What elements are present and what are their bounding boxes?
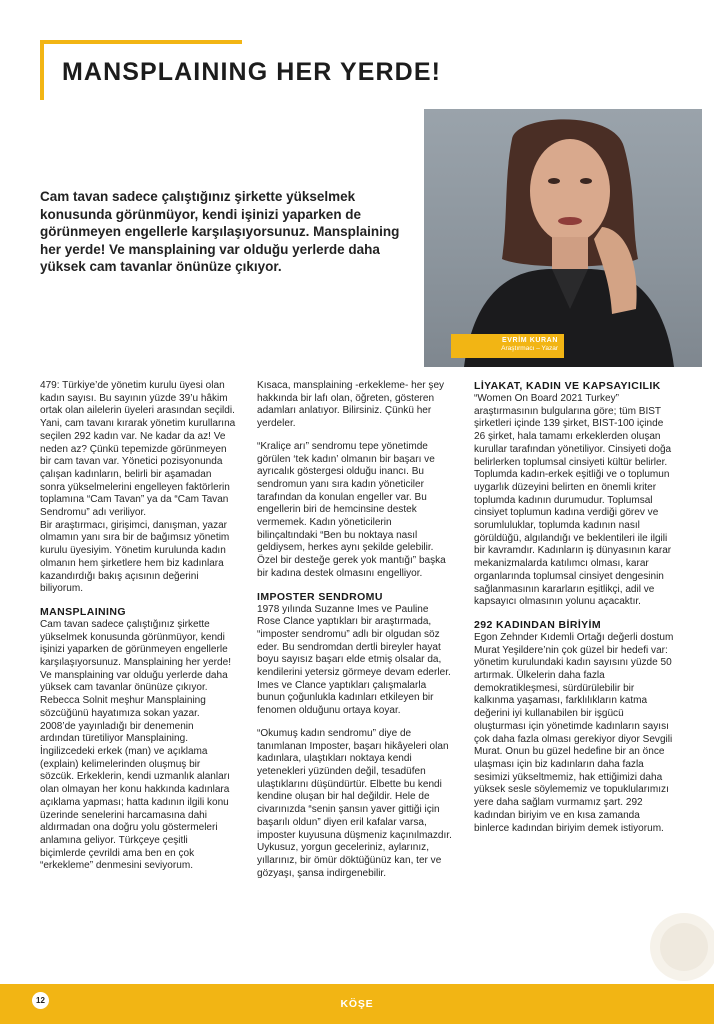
col2-heading-imposter: IMPOSTER SENDROMU (257, 590, 383, 603)
title-bracket-top (40, 40, 242, 44)
col1-paragraph-1: 479: Türkiye’de yönetim kurulu üyesi olan kadın sayısı. Bu sayının yüzde 39’u hâkim ortak olan ailelerin üyeleri arasından seçildi. Yani, cam tavanı kırarak yönetim kurullarına seçilen 292 kadın var. Ne kadar da az! Ve neden az? Çünkü tepemizde görünmeyen bir cam tavan var. Yönetici pozisyonunda çalışan kadınların, belirli bir aşamadan sonra yükselmelerini engelleyen faktörlerin toplamına “Cam Tavan” ya da “Cam Tavan Sendromu” adı veriliyor. (40, 380, 236, 519)
col1-paragraph-3: Cam tavan sadece çalıştığınız şirkette yükselmek konusunda görünmüyor, kendi işinizi yaparken de görünmeyen engellerle karşılaşıyorsunuz. Mansplaining her yerde! Ve mansplaining var olduğu yerlerde daha yüksek cam tavanlar önünüze çıkıyor. Rebecca Solnit meşhur Mansplaining sözcüğünü hayatımıza sokan yazar. 2008’de yayınladığı bir denemenin ardından türetiliyor Mansplaining. İngilizcedeki erkek (man) ve açıklama (explain) kelimelerinden oluşmuş bir sözcük. Erkeklerin, kendi uzmanlık alanları olan olmayan her konu hakkında kadınlara açıklama yapması; hatta kadının ilgili konu üzerinde senelerini harcamasına dahi aldırmadan ona doğru yolu göstermeleri anlamına geliyor. Türkçeye çeşitli biçimlerde çevrildi ama ben en çok “erkekleme” denmesini seviyorum. (40, 618, 231, 872)
author-role: Araştırmacı – Yazar (501, 345, 558, 352)
decorative-sphere (636, 905, 714, 985)
col1-heading-mansplaining: MANSPLAINING (40, 605, 126, 618)
author-photo (424, 109, 702, 367)
article-title: MANSPLAINING HER YERDE! (62, 58, 442, 86)
col1-paragraph-2: Bir araştırmacı, girişimci, danışman, yazar olmamın yanı sıra bir de bağımsız yönetim kurulu üyesiyim. Yönetim kurulunda kadın olmanın hem şirketlere hem biz kadınlara kazandırdığı bakış açısının değerini biliyorum. (40, 519, 230, 595)
article-intro: Cam tavan sadece çalıştığınız şirkette yükselmek konusunda görünmüyor, kendi işinizi yaparken de görünmeyen engellerle karşılaşıyorsunuz. Mansplaining her yerde! Ve mansplaining var olduğu yerlerde daha yüksek cam tavanlar önünüze çıkıyor. (40, 189, 400, 275)
col3-heading-liyakat: LİYAKAT, KADIN VE KAPSAYICILIK (474, 380, 661, 392)
col3-heading-292: 292 KADINDAN BİRİYİM (474, 618, 602, 631)
column-1 (40, 380, 236, 873)
author-name: EVRİM KURAN (502, 337, 558, 344)
page-number: 12 (32, 992, 49, 1009)
col3-paragraph-1: “Women On Board 2021 Turkey” araştırmasının bulgularına göre; tüm BIST şirketleri içinde 139 şirket, BIST-100 içinde 26 şirket, hala tamamı erkeklerden oluşan kurullar tarafından yönetiliyor. Cinsiyeti doğa belirlerken toplumsal cinsiyeti kültür belirler. Toplumda kadın-erkek eşitliği ve o toplumun uygarlık düzeyini belirten en önemli kriter toplumda kadının durumudur. Toplumsal cinsiyet toplumun kadına verdiği görev ve sorumluluklar, toplumda kadının nasıl görüldüğü, algılandığı ve beklentileri ile ilgili bir kavramdır. Kadınların iş dünyasının karar mekanizmalarda katılımcı olması, karar organlarında toplumsal cinsiyet dengesinin sağlanmasının kararların eşitlikçi, adil ve kapsayıcı olmasının yolunu açacaktır. (474, 393, 672, 608)
col2-paragraph-1: Kısaca, mansplaining -erkekleme- her şey hakkında bir lafı olan, öğreten, gösteren adamları anlatıyor. Bilirsiniz. Çünkü her yerdeler. (257, 380, 445, 430)
column-2 (257, 380, 453, 880)
col2-paragraph-4: “Okumuş kadın sendromu” diye de tanımlanan Imposter, başarı hikâyeleri olan kadınlara, ulaştıkları noktaya kendi yetenekleri yüzünden değil, tesadüfen ulaştıklarını düşündürtür. Elbette bu kendi kendine oluşan bir hal değildir. Hele de civarınızda “senin şansın yaver gittiği için başarılı oldun” diyen eril kafalar varsa, imposter kuyusuna düşmeniz kaçınılmazdır. Uykusuz, yorgun geceleriniz, aylarınız, yıllarınız, bir ömür döktüğünüz kan, ter ve gözyaşı, şansa indirgenebilir. (257, 727, 452, 879)
author-portrait-illustration (424, 109, 702, 367)
magazine-brand: KÖŞE (340, 998, 374, 1010)
col2-paragraph-3: 1978 yılında Suzanne Imes ve Pauline Rose Clance yaptıkları bir araştırmada, “imposter sendromu” adlı bir olgudan söz eder. Bu sendromdan dertli bireyler hayat boyu sayısız başarı elde etmiş olsalar da, kendilerini yetersiz görmeye devam ederler. Imes ve Clance yaptıkları çalışmalarla bunun çoğunlukla kadınları etkileyen bir fenomen olduğunu ortaya koyar. (257, 603, 451, 717)
title-bracket-left (40, 40, 44, 100)
photo-caption (451, 334, 564, 358)
column-3 (474, 380, 674, 835)
col3-paragraph-2: Egon Zehnder Kıdemli Ortağı değerli dostum Murat Yeşildere’nin çok güzel bir hedefi var: yönetim kurulundaki kadın sayısını yüzde 50 artırmak. Ülkelerin daha fazla demokratikleşmesi, sürdürülebilir bir kalkınma yaşaması, farklılıkların katma değerini iyi kullanabilen bir işgücü oluşturması için yönetimde kadınların sayısı çok daha fazla olması gerekiyor diyor Sevgili Murat. Onun bu güzel hedefine bir an önce ulaşması için biz kadınların daha fazla sesimizi yükseltmemiz, hak ettiğimizi daha yüksek sesle söylememiz ve topuklularımızı yere daha sağlam vurmamız şart. 292 kadından biriyim ve en kısa zamanda binlerce kadından biriyim demek istiyorum. (474, 631, 674, 834)
col2-paragraph-2: “Kraliçe arı” sendromu tepe yönetimde görülen ‘tek kadın’ olmanın bir başarı ve ayrıcalık göstergesi olduğu inancı. Bu sendromun yanı sıra kadın yöneticiler tarafından da konulan engeller var. Bu engellerin biri de hemcinsine destek vermemek. Kadın yöneticilerin bilinçaltındaki “Ben bu noktaya nasıl geldiysem, herkes aynı şekilde gelebilir. Özel bir desteğe gerek yok mantığı” başka bir kadına destek olmasını engelliyor. (257, 440, 446, 579)
